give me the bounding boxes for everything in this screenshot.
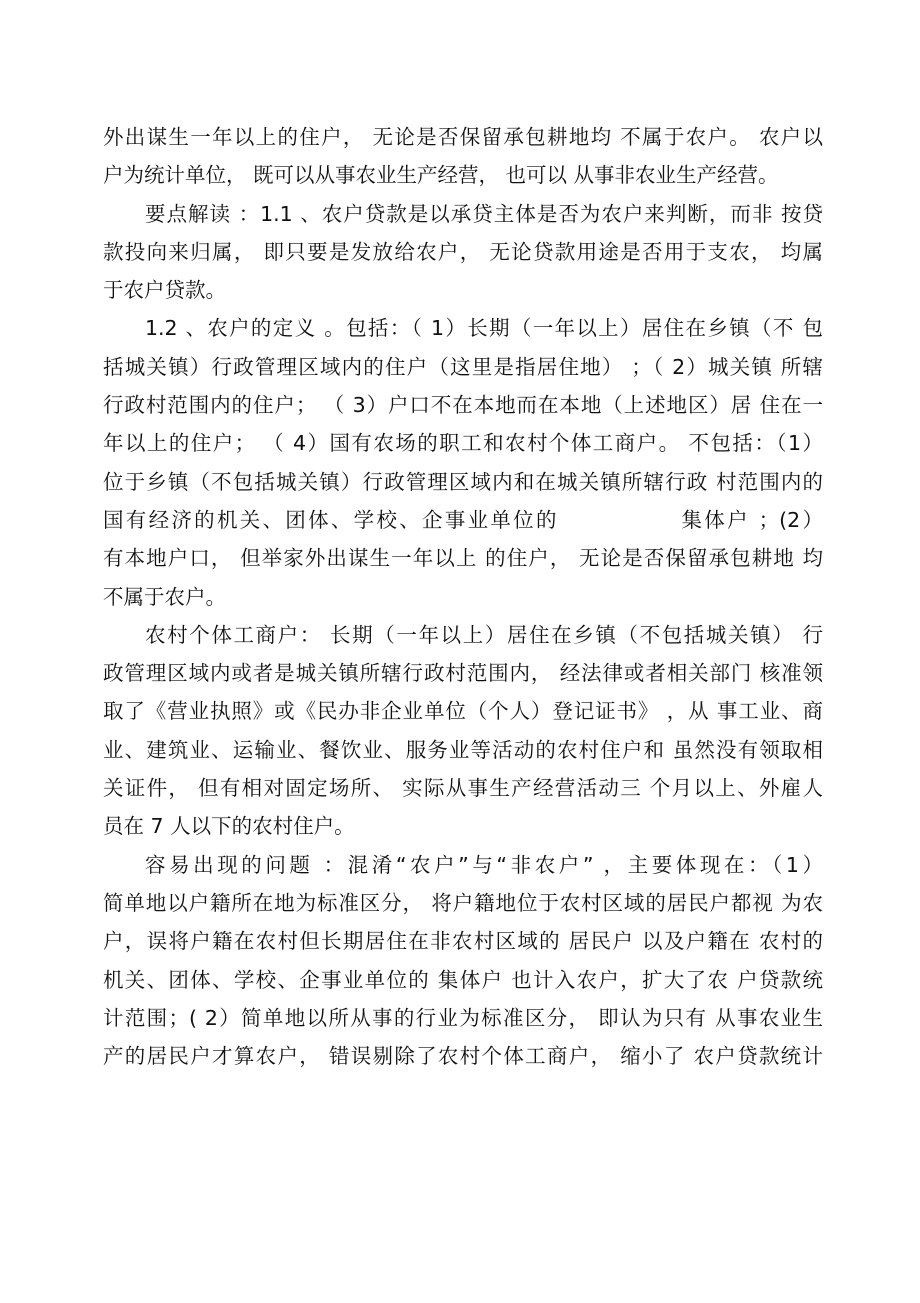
paragraph-rural-businesses <box>103 616 823 846</box>
text-line: 户，误将户籍在农村但长期居住在非农村区域的 居民户 以及户籍在 农村的 <box>103 929 823 954</box>
text-line: 行政村范围内的住户； （ 3）户口不在本地而在本地（上述地区）居 住在一 <box>103 393 823 418</box>
text-line: 农村个体工商户： 长期（一年以上）居住在乡镇（不包括城关镇） 行 <box>145 622 823 647</box>
text-line: 于农户贷款。 <box>103 278 226 303</box>
text-line: 员在 7 人以下的农村住户。 <box>103 814 355 839</box>
text-line: 位于乡镇（不包括城关镇）行政管理区域内和在城关镇所辖行政 村范围内的 <box>103 469 823 494</box>
text-line: 容易出现的问题 ：混淆“农户”与“非农户” ，主要体现在：（1） <box>145 852 823 877</box>
text-line: 取了《营业执照》或《民办非企业单位（个人）登记证书》 ，从 事工业、商 <box>103 699 823 724</box>
paragraph-farmer-exclusion-continued <box>103 118 823 195</box>
paragraph-key-points <box>103 195 823 310</box>
text-line: 外出谋生一年以上的住户， 无论是否保留承包耕地均 不属于农户。 农户以 <box>103 125 823 149</box>
text-line: 关证件， 但有相对固定场所、 实际从事生产经营活动三 个月以上、外雇人 <box>103 776 823 801</box>
text-line: 年以上的住户； （ 4）国有农场的职工和农村个体工商户。 不包括：（1） <box>103 431 823 456</box>
text-line: 括城关镇）行政管理区域内的住户（这里是指居住地） ；（ 2）城关镇 所辖 <box>103 354 823 379</box>
text-line: 国有经济的机关、团体、学校、企事业单位的 集体户 ；(2） <box>103 507 823 532</box>
paragraph-farmer-definition <box>103 309 823 615</box>
text-line: 计范围；( 2）简单地以所从事的行业为标准区分， 即认为只有 从事农业生 <box>103 1005 823 1030</box>
text-line: 1.2 、农户的定义 。包括：（ 1）长期（一年以上）居住在乡镇（不 包 <box>145 316 823 341</box>
text-line: 政管理区域内或者是城关镇所辖行政村范围内， 经法律或者相关部门 核准领 <box>103 661 823 686</box>
text-line: 机关、团体、学校、企事业单位的 集体户 也计入农户，扩大了农 户贷款统 <box>103 967 823 992</box>
text-line: 不属于农户。 <box>103 584 226 609</box>
body-text <box>103 118 823 1075</box>
text-line: 户为统计单位， 既可以从事农业生产经营， 也可以 从事非农业生产经营。 <box>103 163 779 188</box>
text-line: 产的居民户才算农户， 错误剔除了农村个体工商户， 缩小了 农户贷款统计 <box>103 1044 823 1069</box>
paragraph-common-problems <box>103 846 823 1076</box>
text-line: 有本地户口， 但举家外出谋生一年以上 的住户， 无论是否保留承包耕地 均 <box>103 546 823 571</box>
text-line: 要点解读 ：1.1 、农户贷款是以承贷主体是否为农户来判断，而非 按贷 <box>145 201 823 226</box>
text-line: 简单地以户籍所在地为标准区分， 将户籍地位于农村区域的居民户都视 为农 <box>103 890 823 915</box>
text-line: 业、建筑业、运输业、餐饮业、服务业等活动的农村住户和 虽然没有领取相 <box>103 737 823 762</box>
text-line: 款投向来归属， 即只要是发放给农户， 无论贷款用途是否用于支农， 均属 <box>103 239 823 264</box>
